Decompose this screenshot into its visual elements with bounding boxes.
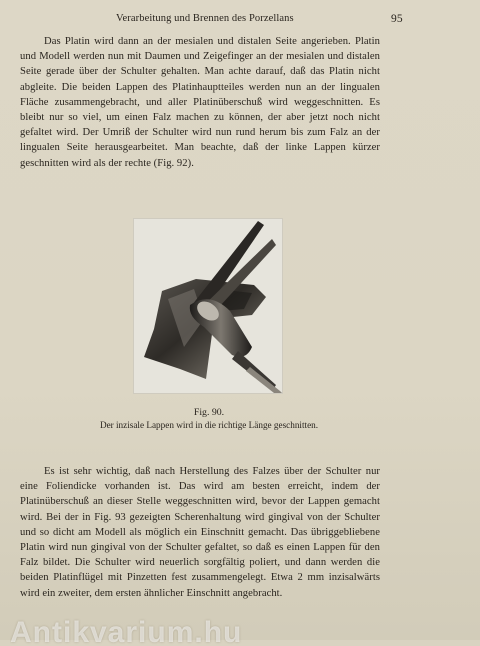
- page-number: 95: [391, 13, 403, 25]
- figure-label: Fig. 90.: [193, 407, 225, 418]
- figure-photo: [134, 219, 282, 393]
- watermark: Antikvarium.hu: [10, 616, 243, 646]
- paragraph-1: Das Platin wird dann an der mesialen und distalen Seite angerieben. Platin und Modell werden nun mit Daumen und Zeigefinger an der mesialen und distalen Seite gerade über der Schulter gehalten. Man achte darauf, daß das Platin nicht abgleite. Die beiden Lappen des Platinhauptteiles werden nun an der lingualen Fläche zusammengebracht, und aller Platinüberschuß wird weggeschnitten. Es bleibt nur so viel, um einen Falz machen zu können, der aber jetzt noch nicht gefaltet wird. Der Umriß der Schulter wird nun rund herum bis zum Falz an der lingualen Seite herausgearbeitet. Man beachte, daß der linke Lappen kürzer geschnitten wird als der rechte (Fig. 92).: [20, 36, 380, 169]
- figure-caption: Der inzisale Lappen wird in die richtige Länge geschnitten.: [99, 420, 319, 430]
- paragraph-2: Es ist sehr wichtig, daß nach Herstellung des Falzes über der Schulter nur eine Foliendicke vorhanden ist. Das wird am besten erreicht, indem der Platinüberschuß an dieser Stelle weggeschnitten wird, bevor der Lappen gemacht wird. Bei der in Fig. 93 gezeigten Scherenhaltung wird gingival von der Schulter und so dicht am Modell als möglich ein Einschnitt gemacht. Das übriggebliebene Platin wird nun gingival von der Schulter gefaltet, so daß es einen Lappen für den Falz bildet. Die Schulter wird neuerlich sorgfältig poliert, und dann werden die beiden Platinflügel mit Pinzetten fest zusammengelegt. Etwa 2 mm inzisalwärts wird ein zweiter, dem ersten ähnlicher Einschnitt angebracht.: [20, 466, 380, 599]
- running-title: Verarbeitung und Brennen des Porzellans: [116, 13, 294, 24]
- scissors-cutting-platinum-photo: [134, 219, 282, 393]
